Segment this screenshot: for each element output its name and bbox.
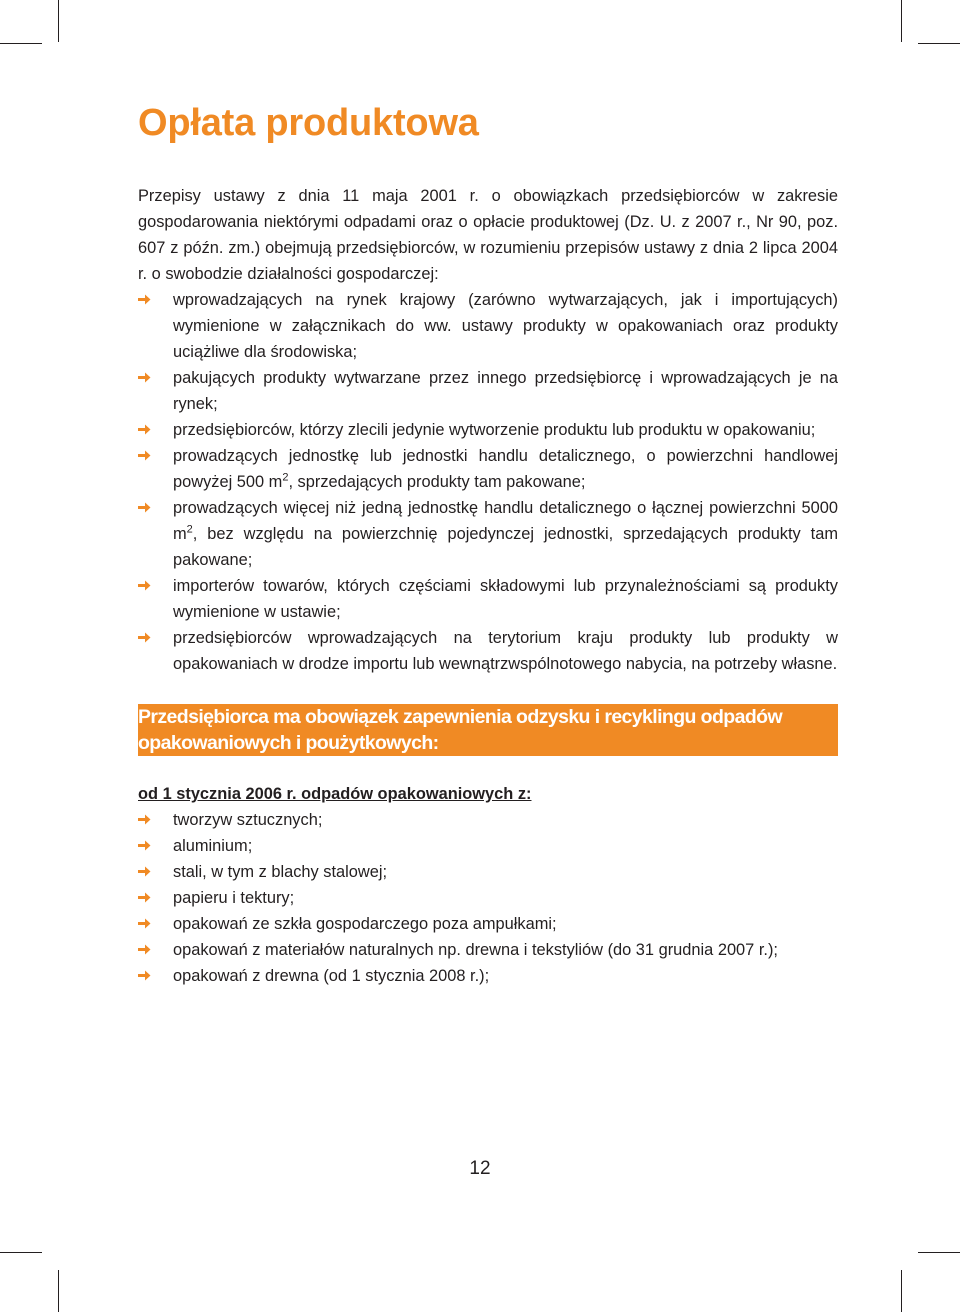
section-banner: Przedsiębiorca ma obowiązek zapewnienia odzysku i recyklingu odpadów opakowaniowych i poużytkowych:	[138, 704, 838, 756]
entities-list	[138, 287, 838, 677]
crop-mark	[0, 43, 42, 44]
arrow-right-icon	[138, 372, 151, 383]
list-item: opakowań ze szkła gospodarczego poza ampułkami;	[138, 911, 838, 937]
page-number: 12	[469, 1158, 491, 1179]
intro-paragraph: Przepisy ustawy z dnia 11 maja 2001 r. o obowiązkach przedsiębiorców w zakresie gospodarowania niektórymi odpadami oraz o opłacie produktowej (Dz. U. z 2007 r., Nr 90, poz. 607 z późn. zm.) obejmują przedsiębiorców, w rozumieniu przepisów ustawy z dnia 2 lipca 2004 r. o swobodzie działalności gospodarczej:	[138, 187, 838, 283]
list-item: stali, w tym z blachy stalowej;	[138, 859, 838, 885]
page-title: Opłata produktowa	[138, 102, 479, 144]
arrow-right-icon	[138, 892, 151, 903]
list-item: przedsiębiorców, którzy zlecili jedynie wytworzenie produktu lub produktu w opakowaniu;	[138, 417, 838, 443]
crop-mark	[901, 1270, 902, 1312]
arrow-right-icon	[138, 632, 151, 643]
arrow-right-icon	[138, 840, 151, 851]
arrow-right-icon	[138, 866, 151, 877]
page-content	[138, 98, 838, 989]
list-item: wprowadzających na rynek krajowy (zarówno wytwarzających, jak i importujących) wymienione w załącznikach do ww. ustawy produkty w opakowaniach oraz produkty uciążliwe dla środowiska;	[138, 287, 838, 365]
list-item: przedsiębiorców wprowadzających na terytorium kraju produkty lub produkty w opakowaniach w drodze importu lub wewnątrzwspólnotowego nabycia, na potrzeby własne.	[138, 625, 838, 677]
list-item: aluminium;	[138, 833, 838, 859]
list-item: prowadzących jednostkę lub jednostki handlu detalicznego, o powierzchni handlowej powyżej 500 $m^2$, sprzedających produkty tam pakowane;	[138, 443, 838, 495]
arrow-right-icon	[138, 424, 151, 435]
crop-mark	[901, 0, 902, 42]
arrow-right-icon	[138, 918, 151, 929]
arrow-right-icon	[138, 970, 151, 981]
crop-mark	[0, 1252, 42, 1253]
arrow-right-icon	[138, 502, 151, 513]
list-item: tworzyw sztucznych;	[138, 807, 838, 833]
arrow-right-icon	[138, 294, 151, 305]
arrow-right-icon	[138, 944, 151, 955]
arrow-right-icon	[138, 580, 151, 591]
materials-list	[138, 807, 838, 989]
list-item: importerów towarów, których częściami składowymi lub przynależnościami są produkty wymienione w ustawie;	[138, 573, 838, 625]
crop-mark	[918, 1252, 960, 1253]
section-subheading: od 1 stycznia 2006 r. odpadów opakowaniowych z:	[138, 785, 532, 803]
list-item: opakowań z drewna (od 1 stycznia 2008 r.);	[138, 963, 838, 989]
crop-mark	[58, 1270, 59, 1312]
arrow-right-icon	[138, 814, 151, 825]
arrow-right-icon	[138, 450, 151, 461]
list-item: prowadzących więcej niż jedną jednostkę handlu detalicznego o łącznej powierzchni 5000 $m^2$, bez względu na powierzchnię pojedynczej jednostki, sprzedających produkty tam pakowane;	[138, 495, 838, 573]
list-item: opakowań z materiałów naturalnych np. drewna i tekstyliów (do 31 grudnia 2007 r.);	[138, 937, 838, 963]
crop-mark	[58, 0, 59, 42]
list-item: pakujących produkty wytwarzane przez innego przedsiębiorcę i wprowadzających je na rynek;	[138, 365, 838, 417]
list-item: papieru i tektury;	[138, 885, 838, 911]
crop-mark	[918, 43, 960, 44]
